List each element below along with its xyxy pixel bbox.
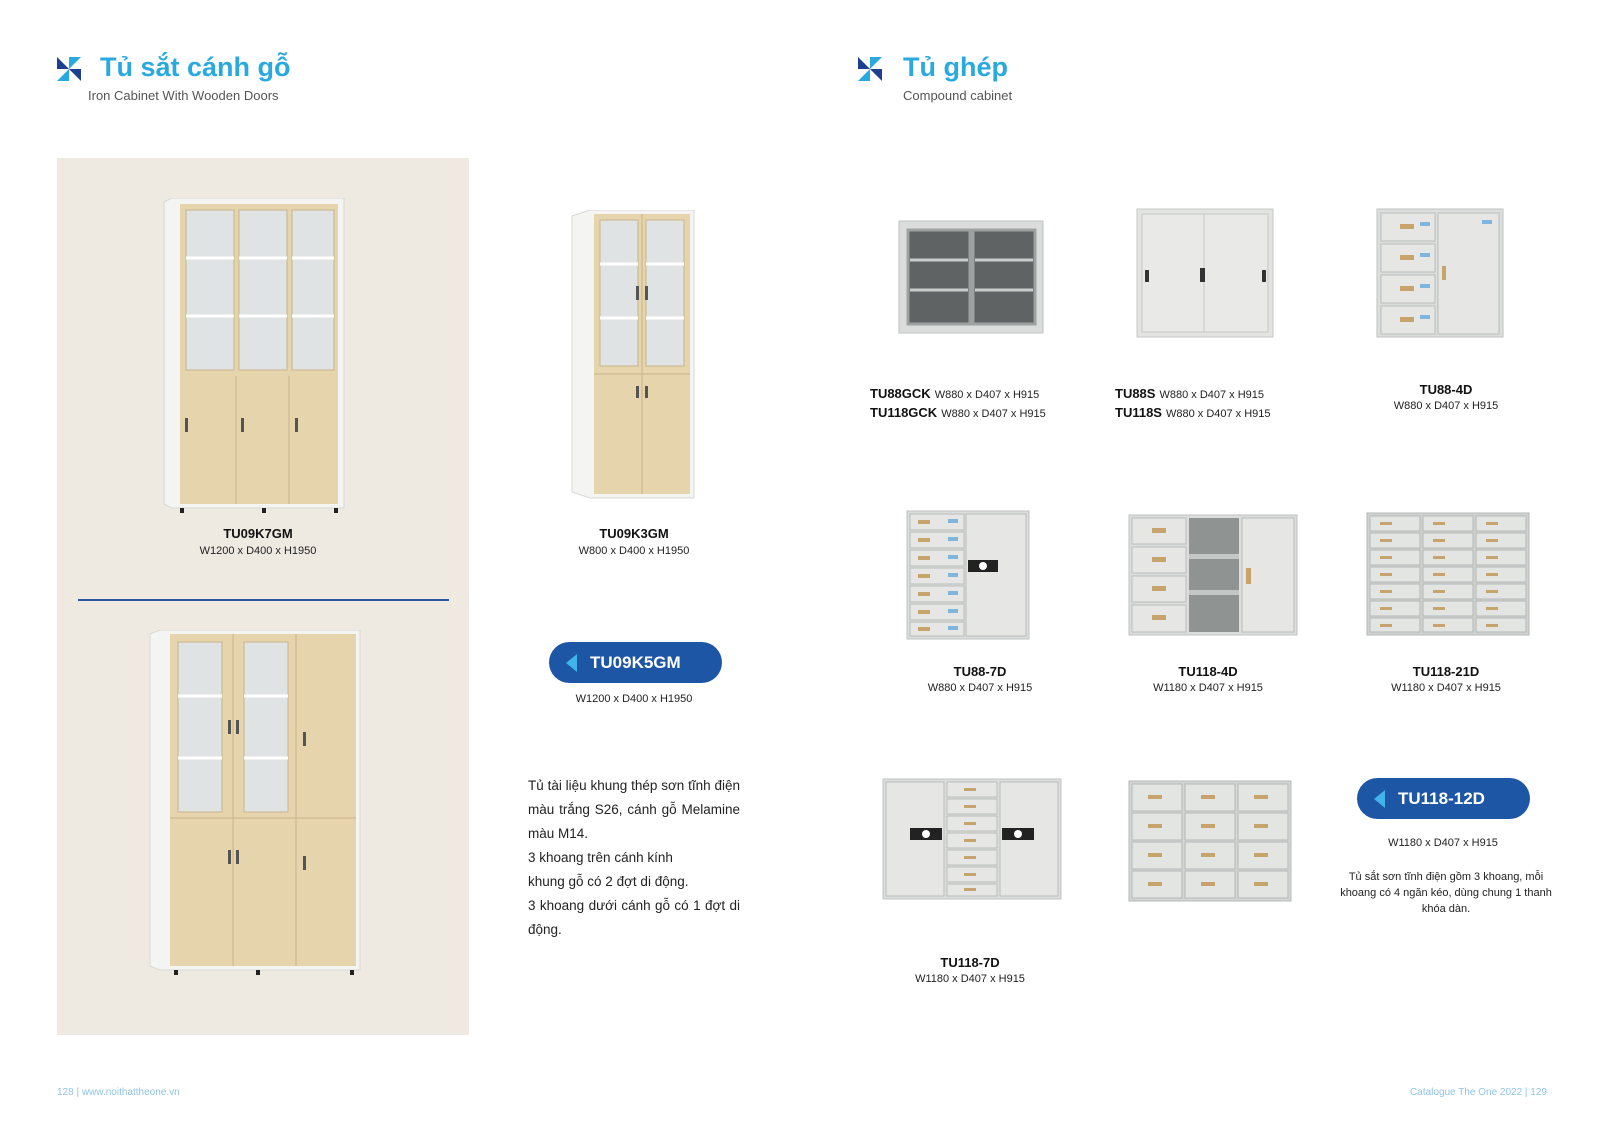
cabinet-tu118-12d-image <box>1128 780 1292 904</box>
product-dimensions: W1180 x D407 x H915 <box>915 973 1025 985</box>
product-description <box>528 774 740 942</box>
divider <box>78 599 449 601</box>
cabinet-tu118-21d-image <box>1366 512 1530 638</box>
product-code: TU88S <box>1115 386 1156 401</box>
featured-product-code: TU09K5GM <box>590 652 681 672</box>
triangle-left-icon <box>566 654 577 672</box>
product-dimensions: W800 x D400 x H1950 <box>578 545 690 557</box>
product-description: Tủ sắt sơn tĩnh điện gồm 3 khoang, mỗi khoang có 4 ngăn kéo, dùng chung 1 thanh khóa dàn. <box>1340 871 1552 915</box>
featured-product-pill <box>1357 778 1530 819</box>
pinwheel-logo-icon <box>57 57 81 81</box>
description-line: 3 khoang dưới cánh gỗ có 1 đợt di động. <box>528 898 740 937</box>
description-line: Tủ tài liệu khung thép sơn tĩnh điện màu trắng S26, cánh gỗ Melamine màu M14. <box>528 778 740 841</box>
featured-product-dimensions: W1180 x D407 x H915 <box>1388 837 1498 849</box>
product-code: TU09K7GM <box>223 526 293 541</box>
cabinet-tu118-7d-image <box>882 778 1062 902</box>
cabinet-tu88-7d-image <box>906 510 1030 642</box>
triangle-left-icon <box>1374 790 1385 808</box>
product-code: TU88GCK <box>870 386 931 401</box>
cabinet-tu88gck-image <box>898 220 1044 336</box>
footer-right: Catalogue The One 2022 | 129 <box>1410 1087 1547 1098</box>
product-code: TU118S <box>1115 405 1162 420</box>
product-code: TU88-4D <box>1419 382 1473 397</box>
product-dimensions: W1180 x D407 x H915 <box>1153 682 1263 694</box>
product-code: TU88-7D <box>953 664 1007 679</box>
product-spec-line <box>1115 385 1264 403</box>
featured-product-dimensions: W1200 x D400 x H1950 <box>575 693 693 705</box>
product-dimensions: W880 x D407 x H915 <box>941 408 1046 420</box>
product-dimensions: W880 x D407 x H915 <box>934 389 1040 401</box>
product-dimensions: W1200 x D400 x H1950 <box>199 545 317 557</box>
cabinet-tu09k3gm-image <box>570 210 695 506</box>
section-title-iron-cabinet: Tủ sắt cánh gỗ <box>100 52 291 82</box>
product-spec-line <box>870 385 1039 403</box>
featured-product-pill <box>549 642 722 683</box>
section-subtitle-compound-cabinet: Compound cabinet <box>903 88 1013 103</box>
product-spec-line <box>1115 404 1271 422</box>
product-dimensions: W1180 x D407 x H915 <box>1391 682 1501 694</box>
section-subtitle-iron-cabinet: Iron Cabinet With Wooden Doors <box>88 88 279 103</box>
section-title-compound-cabinet: Tủ ghép <box>903 52 1008 82</box>
footer-left: 128 | www.noithattheone.vn <box>57 1087 180 1098</box>
product-dimensions: W880 x D407 x H915 <box>1159 389 1265 401</box>
product-code: TU118GCK <box>870 405 938 420</box>
cabinet-tu118-4d-image <box>1128 514 1298 638</box>
product-dimensions: W880 x D407 x H915 <box>927 682 1033 694</box>
product-code: TU118-4D <box>1178 664 1238 679</box>
cabinet-tu88-4d-image <box>1376 208 1504 340</box>
product-code: TU118-7D <box>940 955 1000 970</box>
description-line: 3 khoang trên cánh kính <box>528 850 673 865</box>
cabinet-tu09k5gm-image <box>146 630 362 980</box>
product-code: TU118-21D <box>1412 664 1480 679</box>
product-spec-line <box>870 404 1046 422</box>
product-dimensions: W880 x D407 x H915 <box>1165 408 1271 420</box>
product-code: TU09K3GM <box>599 526 669 541</box>
cabinet-tu88s-image <box>1136 208 1274 340</box>
cabinet-tu09k7gm-image <box>158 198 352 514</box>
description-line: khung gỗ có 2 đợt di động. <box>528 874 689 889</box>
product-dimensions: W880 x D407 x H915 <box>1393 400 1499 412</box>
featured-product-code: TU118-12D <box>1398 788 1485 808</box>
pinwheel-logo-icon <box>858 57 882 81</box>
